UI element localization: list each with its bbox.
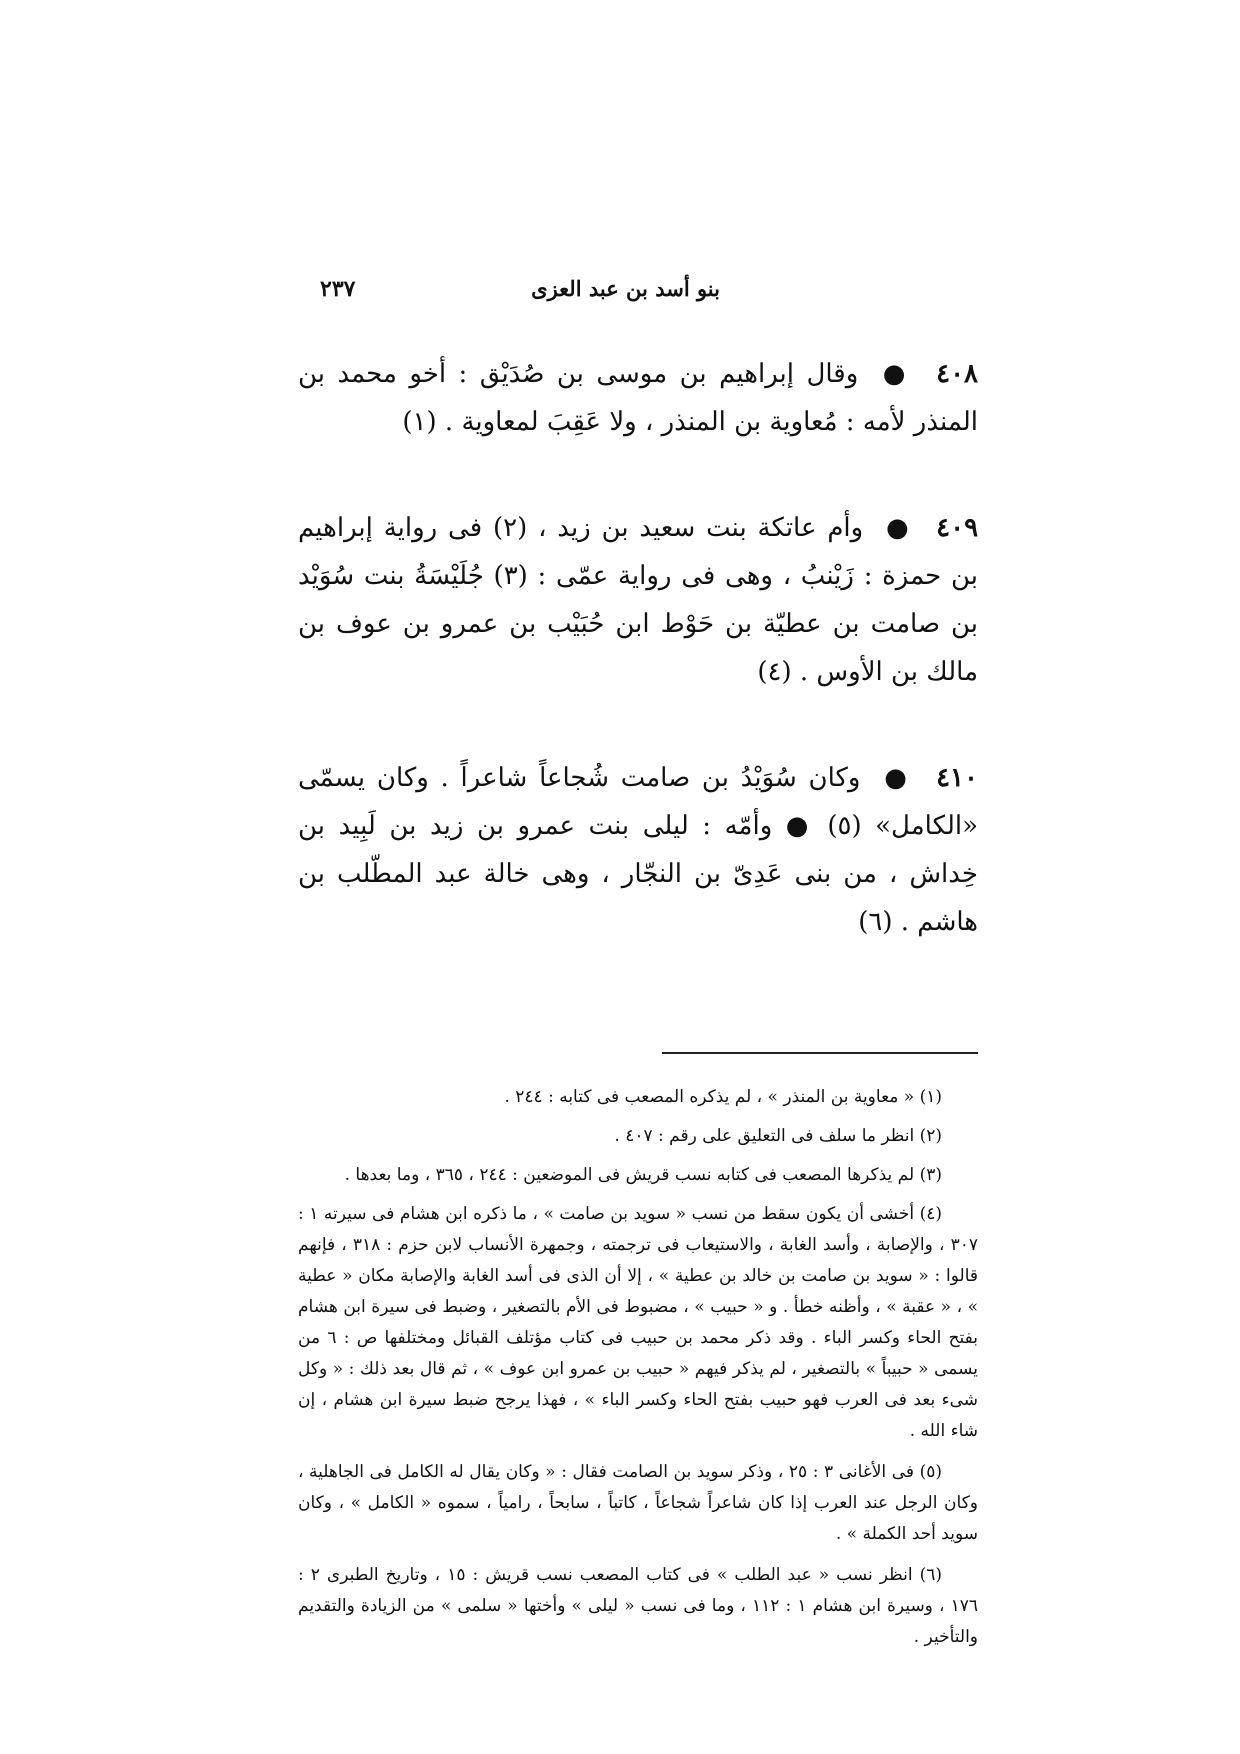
paragraph-number: ٤٠٩ <box>936 513 979 543</box>
page-number: ٢٣٧ <box>320 276 356 302</box>
paragraph-text: وقال إبراهيم بن موسى بن صُدَيْق : أخو محمد بن المنذر لأمه : مُعاوية بن المنذر ، ولا عَقِبَ لمعاوية . (١) <box>298 359 978 437</box>
footnote-3: (٣) لم يذكرها المصعب فى كتابه نسب قريش فى الموضعين : ٢٤٤ ، ٣٦٥ ، وما بعدها . <box>344 1165 942 1185</box>
paragraph-number: ٤٠٨ <box>936 359 979 389</box>
paragraph-409 <box>298 504 978 696</box>
footnotes <box>298 1082 978 1663</box>
page-header <box>300 276 720 316</box>
footnote-4: (٤) أخشى أن يكون سقط من نسب « سويد بن صامت » ، ما ذكره ابن هشام فى سيرته ١ : ٣٠٧ ، والإصابة ، وأسد الغابة ، والاستيعاب فى ترجمته ، وجمهرة الأنساب لابن حزم : ٣١٨ ، فإنهم قالوا : « سويد بن صامت بن خالد بن عطية » ، إلا أن الذى فى أسد الغابة والإصابة مكان « عطية » ، « عقبة » ، وأظنه خطأ . و « حبيب » ، مضبوط فى الأم بالتصغير ، وضبط فى سيرة ابن هشام بفتح الحاء وكسر الباء . وقد ذكر محمد بن حبيب فى كتاب مؤتلف القبائل ومختلفها ص : ٦ من يسمى « حبيباً » بالتصغير ، لم يذكر فيهم « حبيب بن عمرو ابن عوف » ، ثم قال بعد ذلك : « وكل شىء بعد فى العرب فهو حبيب بفتح الحاء وكسر الباء » ، فهذا يرجح ضبط سيرة ابن هشام ، إن شاء الله . <box>298 1204 979 1441</box>
paragraph-410 <box>298 754 978 946</box>
main-text <box>298 350 978 1004</box>
bullet-icon: ● <box>884 763 911 793</box>
paragraph-text: وأم عاتكة بنت سعيد بن زيد ، (٢) فى رواية إبراهيم بن حمزة : زَيْنبُ ، وهى فى رواية عمّى : (٣) جُلَيْسَةُ بنت سُوَيْد بن صامت بن عطيّة بن حَوْط ابن حُبَيْب بن عمرو بن عوف بن مالك بن الأوس . (٤) <box>298 513 979 687</box>
paragraph-number: ٤١٠ <box>936 763 978 793</box>
bullet-icon: ● <box>886 513 912 543</box>
running-title: بنو أسد بن عبد العزى <box>531 276 720 301</box>
paragraph-text: وكان سُوَيْدُ بن صامت شُجاعاً شاعراً . وكان يسمّى «الكامل» (٥) ● وأمّه : ليلى بنت عمرو بن زيد بن لَبِيد بن خِداش ، من بنى عَدِىّ بن النجّار ، وهى خالة عبد المطّلب بن هاشم . (٦) <box>298 763 979 937</box>
footnote-1: (١) « معاوية بن المنذر » ، لم يذكره المصعب فى كتابه : ٢٤٤ . <box>504 1087 942 1107</box>
bullet-icon: ● <box>882 359 910 389</box>
footnote-5: (٥) فى الأغانى ٣ : ٢٥ ، وذكر سويد بن الصامت فقال : « وكان يقال له الكامل فى الجاهلية ، وكان الرجل عند العرب إذا كان شاعراً شجاعاً ، كاتباً ، سابحاً ، رامياً ، سموه « الكامل » ، وكان سويد أحد الكملة » . <box>298 1462 978 1544</box>
footnote-6: (٦) انظر نسب « عبد الطلب » فى كتاب المصعب نسب قريش : ١٥ ، وتاريخ الطبرى ٢ : ١٧٦ ، وسيرة ابن هشام ١ : ١١٢ ، وما فى نسب « ليلى » وأختها « سلمى » من الزيادة والتقديم والتأخير . <box>298 1565 978 1647</box>
footnote-2: (٢) انظر ما سلف فى التعليق على رقم : ٤٠٧ . <box>614 1126 942 1146</box>
footnote-divider <box>662 1052 978 1054</box>
paragraph-408 <box>298 350 978 446</box>
